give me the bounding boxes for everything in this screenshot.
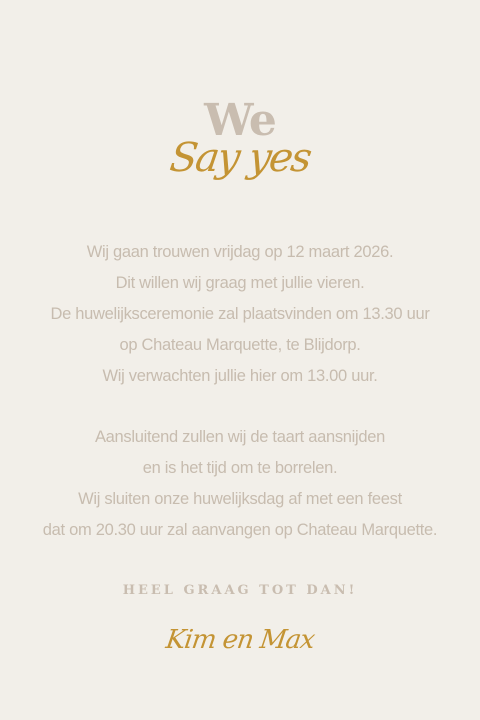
- closing-line: HEEL GRAAG TOT DAN!: [122, 583, 358, 598]
- paragraph-line: Aansluitend zullen wij de taart aansnijden: [94, 428, 386, 446]
- invitation-paragraph-2: [20, 422, 460, 546]
- paragraph-line: Dit willen wij graag met jullie vieren.: [115, 274, 365, 292]
- signature: Kim en Max: [163, 625, 317, 655]
- paragraph-line: Wij verwachten jullie hier om 13.00 uur.: [102, 367, 378, 385]
- invitation-paragraph-1: [20, 237, 460, 392]
- paragraph-line: De huwelijksceremonie zal plaatsvinden om 13.30 uur: [50, 305, 430, 323]
- heading-we: We: [204, 95, 276, 146]
- paragraph-line: en is het tijd om te borrelen.: [142, 459, 338, 477]
- paragraph-line: dat om 20.30 uur zal aanvangen op Chateau Marquette.: [42, 521, 438, 539]
- paragraph-line: op Chateau Marquette, te Blijdorp.: [119, 336, 361, 354]
- heading-say-yes: Say yes: [167, 135, 313, 181]
- paragraph-line: Wij gaan trouwen vrijdag op 12 maart 2026.: [86, 243, 394, 261]
- paragraph-line: Wij sluiten onze huwelijksdag af met een feest: [78, 490, 402, 508]
